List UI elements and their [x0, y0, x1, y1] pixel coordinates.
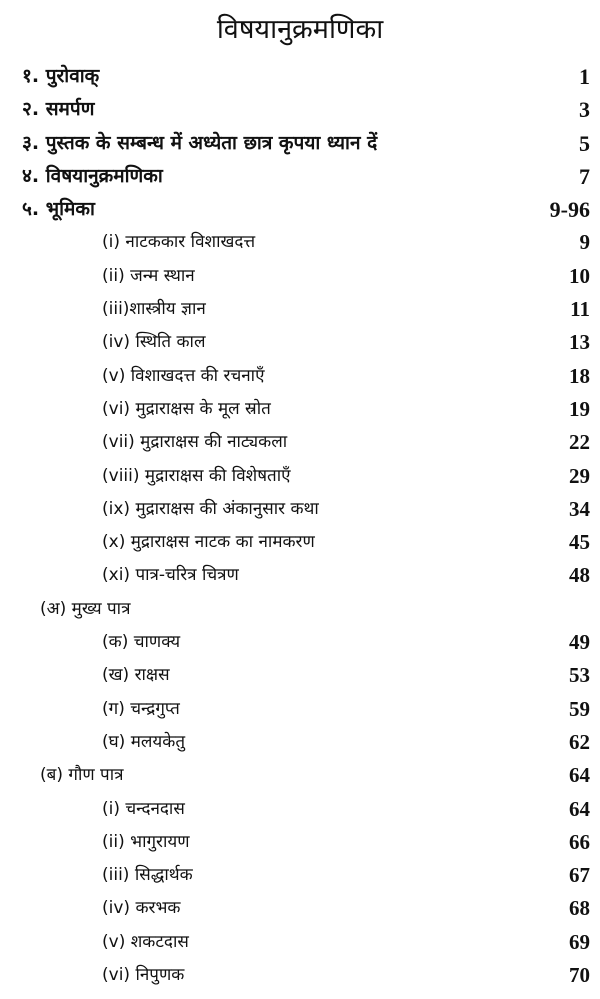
toc-entry	[0, 926, 600, 959]
toc-entry-page: 10	[569, 263, 590, 288]
toc-entry	[0, 326, 600, 359]
toc-entry	[0, 226, 600, 259]
toc-entry	[0, 127, 600, 160]
toc-entry-label: (ii) भागुरायण	[102, 831, 190, 852]
toc-entry-label: (ब) गौण पात्र	[40, 765, 124, 786]
toc-entry-page: 19	[569, 396, 590, 421]
toc-entry-label: (ix) मुद्राराक्षस की अंकानुसार कथा	[102, 498, 319, 519]
toc-entry-label: (vi) निपुणक	[102, 965, 185, 986]
toc-entry-label: २. समर्पण	[22, 98, 95, 121]
page-title: विषयानुक्रमणिका	[216, 14, 384, 45]
toc-entry-page: 66	[569, 829, 590, 854]
toc-entry	[0, 826, 600, 859]
toc-entry	[0, 659, 600, 692]
toc-entry	[0, 726, 600, 759]
toc-entry-label: (क) चाणक्य	[102, 632, 181, 653]
toc-entry-page: 9-96	[549, 197, 590, 223]
toc-entry-page: 48	[569, 563, 590, 588]
toc-entry	[0, 493, 600, 526]
toc-entry	[0, 959, 600, 992]
toc-entry	[0, 260, 600, 293]
toc-entry-page: 70	[569, 963, 590, 988]
toc-entry-label: (vii) मुद्राराक्षस की नाट्यकला	[102, 432, 288, 453]
toc-entry	[0, 360, 600, 393]
toc-entry	[0, 293, 600, 326]
toc-entry-page: 53	[569, 663, 590, 688]
toc-entry-label: ४. विषयानुक्रमणिका	[22, 164, 163, 187]
toc-entry-label: (घ) मलयकेतु	[102, 731, 186, 752]
toc-entry	[0, 460, 600, 493]
toc-entry-label: (iv) स्थिति काल	[102, 332, 206, 353]
toc-entry-page: 1	[579, 64, 590, 89]
toc-entry-page: 13	[569, 330, 590, 355]
toc-entry-label: (ग) चन्द्रगुप्त	[102, 698, 180, 719]
toc-entry-page: 9	[579, 230, 590, 255]
toc-entry-label: (ii) जन्म स्थान	[102, 265, 195, 286]
toc-entry-label: (i) नाटककार विशाखदत्त	[102, 232, 256, 253]
toc-entry-label: (viii) मुद्राराक्षस की विशेषताएँ	[102, 465, 291, 486]
toc-entry	[0, 60, 600, 93]
toc-entry-page: 59	[569, 696, 590, 721]
toc-entry-page: 11	[570, 297, 590, 322]
toc-entry-label: ५. भूमिका	[22, 198, 95, 221]
toc-entry	[0, 593, 600, 626]
toc-entry	[0, 892, 600, 925]
toc-entry-page: 18	[569, 363, 590, 388]
toc-entry	[0, 759, 600, 792]
toc-entry	[0, 559, 600, 592]
toc-entry-label: (iii)शास्त्रीय ज्ञान	[102, 299, 206, 320]
toc-entry-label: (x) मुद्राराक्षस नाटक का नामकरण	[102, 532, 315, 553]
toc-entry-page: 7	[579, 163, 590, 189]
table-of-contents	[0, 60, 600, 992]
toc-entry-page: 64	[569, 796, 590, 821]
toc-entry-label: (xi) पात्र-चरित्र चित्रण	[102, 565, 239, 586]
toc-entry-page: 5	[579, 130, 590, 156]
toc-entry-page: 49	[569, 630, 590, 655]
toc-entry	[0, 526, 600, 559]
toc-entry	[0, 793, 600, 826]
toc-entry-page: 62	[569, 729, 590, 754]
toc-entry	[0, 626, 600, 659]
toc-entry-label: १. पुरोवाक्	[22, 65, 100, 87]
toc-entry	[0, 193, 600, 226]
toc-entry-label: (अ) मुख्य पात्र	[40, 598, 131, 619]
toc-entry-page: 22	[569, 430, 590, 455]
toc-entry	[0, 93, 600, 126]
toc-entry	[0, 693, 600, 726]
toc-entry-label: (i) चन्दनदास	[102, 798, 185, 819]
toc-entry-page: 67	[569, 863, 590, 888]
toc-entry	[0, 426, 600, 459]
toc-entry-label: (vi) मुद्राराक्षस के मूल स्रोत	[102, 398, 271, 419]
toc-entry-label: (iv) करभक	[102, 898, 181, 919]
toc-entry	[0, 160, 600, 193]
toc-entry-page: 34	[569, 496, 590, 521]
toc-entry-label: (ख) राक्षस	[102, 665, 170, 686]
toc-entry-page: 3	[579, 97, 590, 123]
toc-entry-label: (iii) सिद्धार्थक	[102, 865, 193, 886]
toc-entry-label: (v) शकटदास	[102, 931, 189, 952]
toc-entry-label: (v) विशाखदत्त की रचनाएँ	[102, 365, 265, 386]
toc-entry-page: 29	[569, 463, 590, 488]
toc-entry-page: 45	[569, 530, 590, 555]
toc-entry-page: 64	[569, 763, 590, 788]
toc-entry-page: 68	[569, 896, 590, 921]
toc-entry-page: 69	[569, 929, 590, 954]
toc-entry	[0, 859, 600, 892]
toc-entry	[0, 393, 600, 426]
toc-entry-label: ३. पुस्तक के सम्बन्ध में अध्येता छात्र कृपया ध्यान दें	[22, 131, 378, 154]
